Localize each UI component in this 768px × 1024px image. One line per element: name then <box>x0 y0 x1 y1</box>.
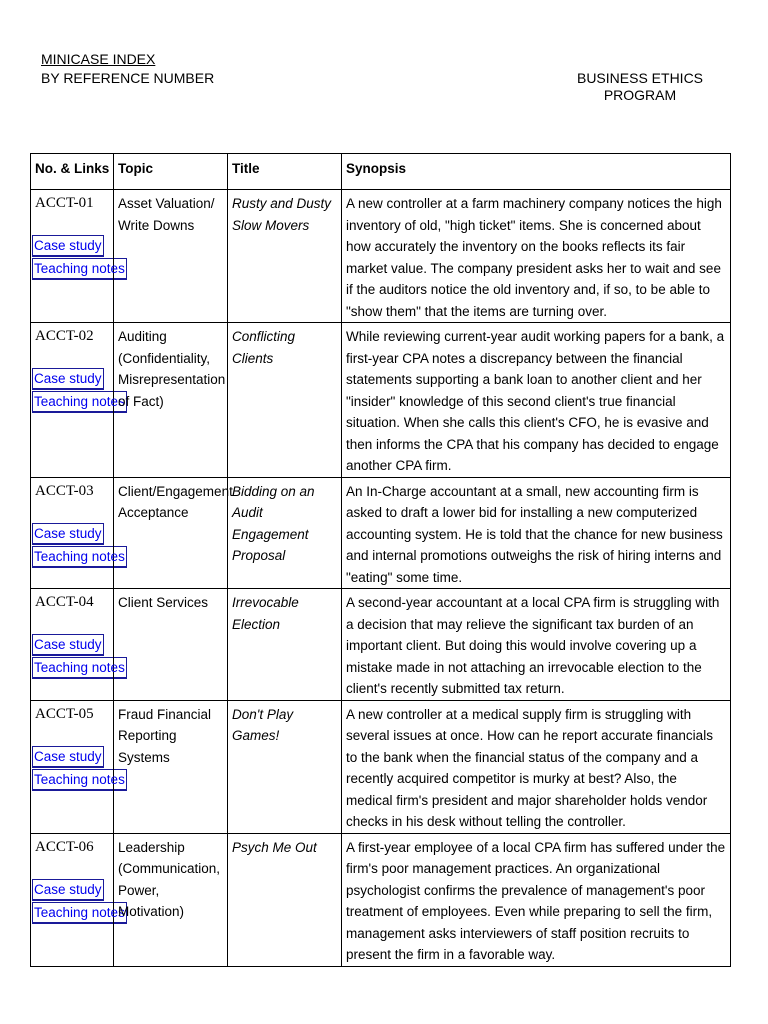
synopsis-cell: A new controller at a farm machinery company notices the high inventory of old, "high ticket" items. She is concerned about how accurately the inventory on the books reflects its fair market value. The company president asks her to wait and see if the auditors notice the old inventory and, if so, to be able to "show them" that the items are turning over. <box>342 190 731 323</box>
case-id: ACCT-03 <box>35 482 94 499</box>
case-links <box>32 634 125 679</box>
index-subtitle: BY REFERENCE NUMBER <box>41 70 215 86</box>
case-id: ACCT-02 <box>35 328 94 344</box>
synopsis-cell: A first-year employee of a local CPA firm has suffered under the firm's poor management practices. An organizational psychologist confirms the prevalence of management's poor treatment of employees. Even while preparing to sell the firm, management asks interviewers of staff position recruits to present the firm in a favorable way. <box>342 833 731 966</box>
teaching-notes-link[interactable]: Teaching notes <box>32 902 127 924</box>
teaching-notes-link[interactable]: Teaching notes <box>32 391 127 413</box>
title-cell: Bidding on an Audit Engagement Proposal <box>228 477 342 589</box>
title-cell: Irrevocable Election <box>228 589 342 701</box>
title-cell: Conflicting Clients <box>228 323 342 478</box>
case-links <box>32 368 125 413</box>
table-row <box>31 589 731 701</box>
topic-cell: Client Services <box>114 589 228 701</box>
program-title-line1: BUSINESS ETHICS <box>576 70 704 86</box>
case-study-link[interactable]: Case study <box>32 235 104 257</box>
teaching-notes-link[interactable]: Teaching notes <box>32 769 127 791</box>
topic-cell: Fraud Financial Reporting Systems <box>114 700 228 833</box>
case-id: ACCT-04 <box>35 594 94 610</box>
synopsis-cell: A second-year accountant at a local CPA firm is struggling with a decision that may relieve the significant tax burden of an important client. But doing this would involve covering up a mistake made in not attaching an irrevocable election to the client's recently submitted tax return. <box>342 589 731 701</box>
case-study-link[interactable]: Case study <box>32 523 104 545</box>
case-study-link[interactable]: Case study <box>32 879 104 901</box>
case-links <box>32 746 125 791</box>
table-row <box>31 323 731 478</box>
synopsis-cell: An In-Charge accountant at a small, new accounting firm is asked to draft a lower bid for installing a new computerized accounting system. He is told that the chance for new business and internal promotions outweighs the risk of hiring interns and "eating" some time. <box>342 477 731 589</box>
title-cell: Psych Me Out <box>228 833 342 966</box>
column-header-links: No. & Links <box>31 154 114 190</box>
program-title-line2: PROGRAM <box>603 87 677 103</box>
case-links <box>32 523 125 568</box>
case-links <box>32 879 125 924</box>
case-id: ACCT-01 <box>35 195 94 211</box>
table-row <box>31 700 731 833</box>
table-row <box>31 190 731 323</box>
case-id-cell <box>31 477 125 589</box>
index-title: MINICASE INDEX <box>41 51 156 67</box>
case-id-cell <box>31 323 125 478</box>
program-heading <box>560 70 720 104</box>
case-id: ACCT-05 <box>35 705 94 722</box>
topic-cell: Asset Valuation/ Write Downs <box>114 190 228 323</box>
teaching-notes-link[interactable]: Teaching notes <box>32 546 127 568</box>
topic-cell: Leadership (Communication, Power, Motivation) <box>114 833 228 966</box>
case-id-cell <box>31 589 125 701</box>
table-header-row <box>31 154 731 190</box>
column-header-topic: Topic <box>114 154 228 190</box>
case-study-link[interactable]: Case study <box>32 746 104 768</box>
table-row <box>31 477 731 589</box>
index-heading <box>41 50 214 88</box>
case-links <box>32 235 125 280</box>
case-id-cell <box>31 833 125 966</box>
title-cell: Don't Play Games! <box>228 700 342 833</box>
column-header-title: Title <box>228 154 342 190</box>
topic-cell: Client/Engagement Acceptance <box>114 477 228 589</box>
synopsis-cell: A new controller at a medical supply firm is struggling with several issues at once. How can he report accurate financials to the bank when the financial status of the company and a recently acquired competitor is murky at best? Also, the medical firm's president and major shareholder holds vendor checks in his desk without telling the controller. <box>342 700 731 833</box>
teaching-notes-link[interactable]: Teaching notes <box>32 258 127 280</box>
case-id-cell <box>31 190 125 323</box>
column-header-synopsis: Synopsis <box>342 154 731 190</box>
topic-cell: Auditing (Confidentiality, Misrepresentation of Fact) <box>114 323 228 478</box>
synopsis-cell: While reviewing current-year audit working papers for a bank, a first-year CPA notes a discrepancy between the financial statements supporting a bank loan to another client and her "insider" knowledge of this second client's true financial situation. When she calls this client's CFO, he is evasive and then informs the CPA that his company has decided to engage another CPA firm. <box>342 323 731 478</box>
table-row <box>31 833 731 966</box>
case-study-link[interactable]: Case study <box>32 634 104 656</box>
teaching-notes-link[interactable]: Teaching notes <box>32 657 127 679</box>
minicase-index-table <box>30 153 731 967</box>
case-id: ACCT-06 <box>35 838 94 855</box>
case-study-link[interactable]: Case study <box>32 368 104 390</box>
title-cell: Rusty and Dusty Slow Movers <box>228 190 342 323</box>
case-id-cell <box>31 700 125 833</box>
